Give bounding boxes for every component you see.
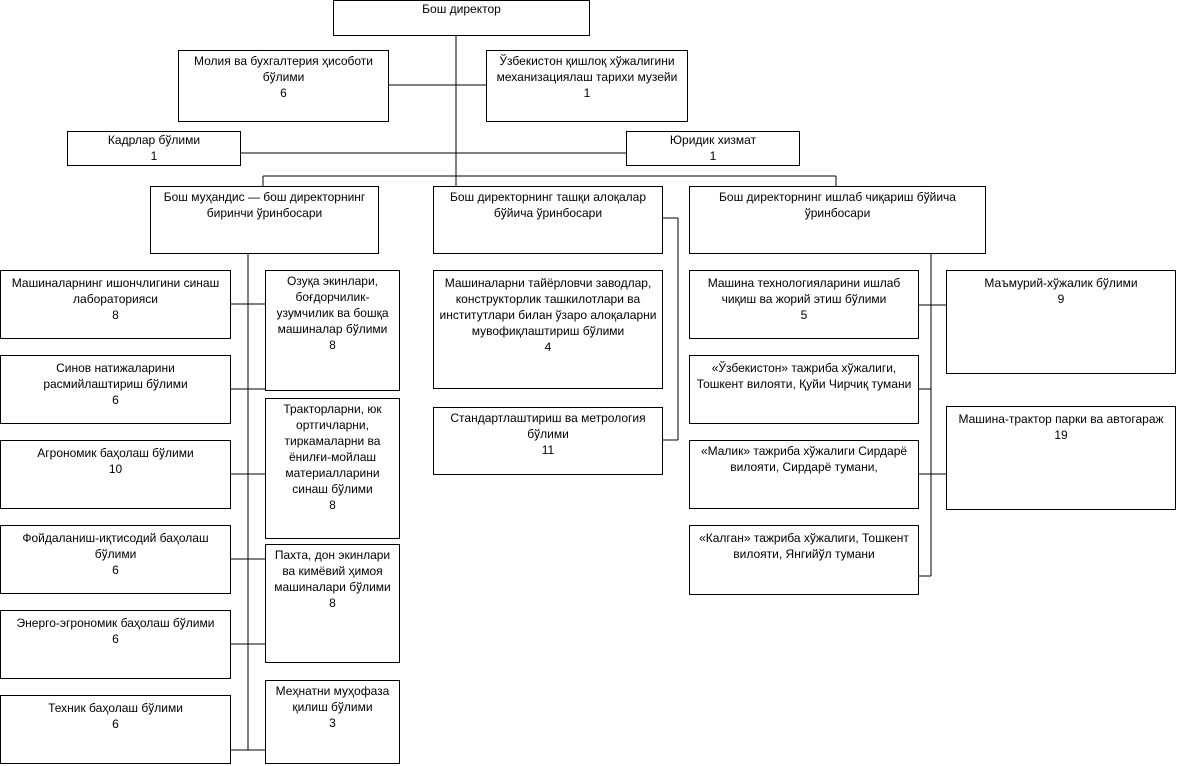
unit-test-results [0,355,231,424]
unit-title: Машина-трактор парки ва автогараж [958,412,1164,426]
unit-title: Фойдаланиш-иқтисодий баҳолаш бўлими [22,531,209,561]
unit-farm-malik [689,440,919,509]
unit-count: 10 [108,462,123,476]
unit-count: 6 [280,86,287,100]
unit-title: Энерго-эгрономик баҳолаш бўлими [16,616,215,630]
unit-title: Синов натижаларини расмийлаштириш бўлими [43,361,188,391]
unit-title: Стандартлаштириш ва метрология бўлими [450,411,646,441]
unit-title: Ўзбекистон қишлоқ хўжалигини механизациялаш тарихи музейи [496,54,678,84]
unit-agronomic [0,440,231,509]
unit-count: 8 [329,596,336,610]
unit-count: 3 [329,716,336,730]
unit-title: Кадрлар бўлими [107,133,201,147]
deputy-production [689,186,986,254]
unit-legal [626,131,800,166]
unit-title: Озуқа экинлари, боғдорчилик-узумчилик ва бошқа машиналар бўлими [276,274,389,336]
unit-count: 8 [329,498,336,512]
unit-finance [178,50,389,122]
unit-count: 19 [1054,428,1068,442]
unit-title: Машиналарнинг ишончлигини синаш лабораторияси [11,276,220,306]
unit-cotton-grain [265,544,400,663]
unit-tractors [265,398,400,539]
unit-title: «Ўзбекистон» тажриба хўжалиги, Тошкент вилояти, Қуйи Чирчиқ тумани [696,361,912,391]
deputy-title: Бош муҳандис — бош директорнинг биринчи ўринбосари [163,190,366,220]
unit-title: Маъмурий-хўжалик бўлими [984,276,1138,290]
unit-count: 1 [150,149,158,163]
deputy-title: Бош директорнинг ишлаб чиқариш бўйича ўринбосари [719,190,956,220]
deputy-title: Бош директорнинг ташқи алоқалар бўйича ўринбосари [449,190,647,220]
unit-count: 1 [709,149,717,163]
unit-title: Юридик хизмат [669,133,757,147]
deputy-external-relations [433,186,663,254]
unit-coordination [433,270,663,389]
unit-count: 6 [112,717,119,731]
unit-count: 8 [329,338,336,352]
director-box [333,0,590,36]
unit-count: 6 [112,632,119,646]
unit-energy-ergonomic [0,610,231,679]
unit-count: 11 [541,443,555,457]
unit-count: 5 [800,308,808,322]
unit-title: Машиналарни тайёрловчи заводлар, конструкторлик ташкилотлари ва институтлари билан ўзаро алоқаларни мувофиқлаштириш бўлими [439,276,657,338]
unit-count: 9 [1057,292,1065,306]
unit-count: 6 [112,393,119,407]
unit-title: «Малик» тажриба хўжалиги Сирдарё вилояти, Сирдарё тумани, [700,444,908,474]
unit-museum [486,50,688,122]
unit-economic [0,525,231,594]
unit-count: 1 [583,86,591,100]
unit-title: Молия ва бухгалтерия ҳисоботи бўлими [194,54,373,84]
unit-hr [67,131,241,166]
unit-farm-kalgan [689,525,919,595]
unit-title: Агрономик баҳолаш бўлими [37,446,194,460]
unit-technical [0,695,231,764]
unit-count: 6 [112,563,119,577]
unit-machine-technologies [689,270,919,339]
unit-title: Пахта, дон экинлари ва кимёвий ҳимоя машиналари бўлими [274,548,391,594]
deputy-chief-engineer [150,186,379,254]
unit-labor-safety [265,680,400,764]
unit-farm-uzbekistan [689,355,919,424]
unit-title: Техник баҳолаш бўлими [48,701,183,715]
unit-title: «Калган» тажриба хўжалиги, Тошкент вилояти, Янгийўл тумани [699,531,909,561]
unit-reliability-lab [0,270,231,339]
unit-title: Машина технологияларини ишлаб чиқиш ва жорий этиш бўлими [707,276,901,306]
unit-administrative [946,270,1176,374]
director-title: Бош директор [422,2,501,16]
unit-count: 4 [544,340,552,354]
unit-title: Меҳнатни муҳофаза қилиш бўлими [275,684,390,714]
unit-forage-machines [265,270,400,391]
unit-title: Тракторларни, юк ортгичларни, тиркамаларни ва ёнилғи-мойлаш материалларини синаш бўлими [283,402,382,496]
unit-standardization [433,407,663,475]
unit-tractor-park [946,406,1176,510]
unit-count: 8 [112,308,119,322]
